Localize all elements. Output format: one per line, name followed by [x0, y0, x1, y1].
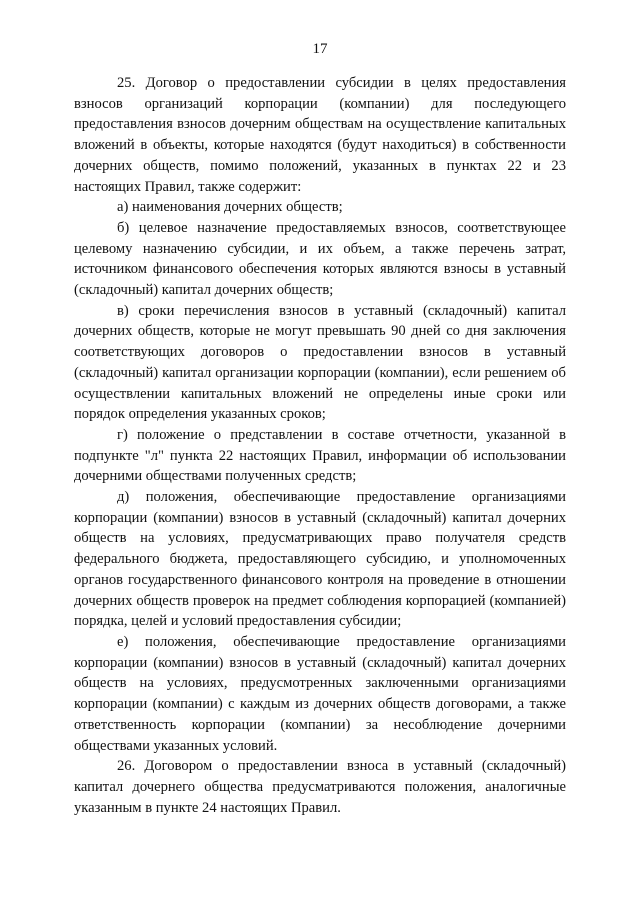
paragraph-25-e: е) положения, обеспечивающие предоставление организациями корпорации (компании) взносов в уставный (складочный) капитал дочерних обществ на условиях, предусмотренных заключенными организациями корпорации (компании) с каждым из дочерних обществ договорами, а также ответственность корпорации (компании) за несоблюдение дочерними обществами указанных условий.: [74, 633, 566, 754]
document-body: [74, 73, 566, 818]
paragraph-25: 25. Договор о предоставлении субсидии в целях предоставления взносов организаций корпорации (компании) для последующего предоставления взносов дочерним обществам на осуществление капитальных вложений в объекты, которые находятся (будут находиться) в собственности дочерних обществ, помимо положений, указанных в пунктах 22 и 23 настоящих Правил, также содержит:: [74, 75, 566, 195]
paragraph-25-a: а) наименования дочерних обществ;: [117, 199, 343, 216]
paragraph-25-v: в) сроки перечисления взносов в уставный (складочный) капитал дочерних обществ, которые не могут превышать 90 дней со дня заключения соответствующих договоров о предоставлении взносов в уставный (складочный) капитал организации корпорации (компании), если решением об осуществлении капитальных вложений не определены иные сроки или порядок определения указанных сроков;: [74, 302, 566, 423]
page-number: 17: [312, 41, 328, 57]
paragraph-25-b: б) целевое назначение предоставляемых взносов, соответствующее целевому назначению субсидии, и их объем, а также перечень затрат, источником финансового обеспечения которых являются взносы в уставный (складочный) капитал дочерних обществ;: [74, 219, 566, 299]
paragraph-26: 26. Договором о предоставлении взноса в уставный (складочный) капитал дочернего общества предусматриваются положения, аналогичные указанным в пункте 24 настоящих Правил.: [74, 758, 566, 816]
paragraph-25-d: д) положения, обеспечивающие предоставление организациями корпорации (компании) взносов в уставный (складочный) капитал дочерних обществ на условиях, предусматривающих право получателя средств федерального бюджета, предоставляющего субсидию, и уполномоченных органов государственного финансового контроля на проведение в отношении дочерних обществ проверок на предмет соблюдения корпорацией (компанией) порядка, целей и условий предоставления субсидии;: [74, 489, 566, 630]
paragraph-25-g: г) положение о представлении в составе отчетности, указанной в подпункте "л" пункта 22 настоящих Правил, информации об использовании дочерними обществами полученных средств;: [74, 426, 566, 485]
